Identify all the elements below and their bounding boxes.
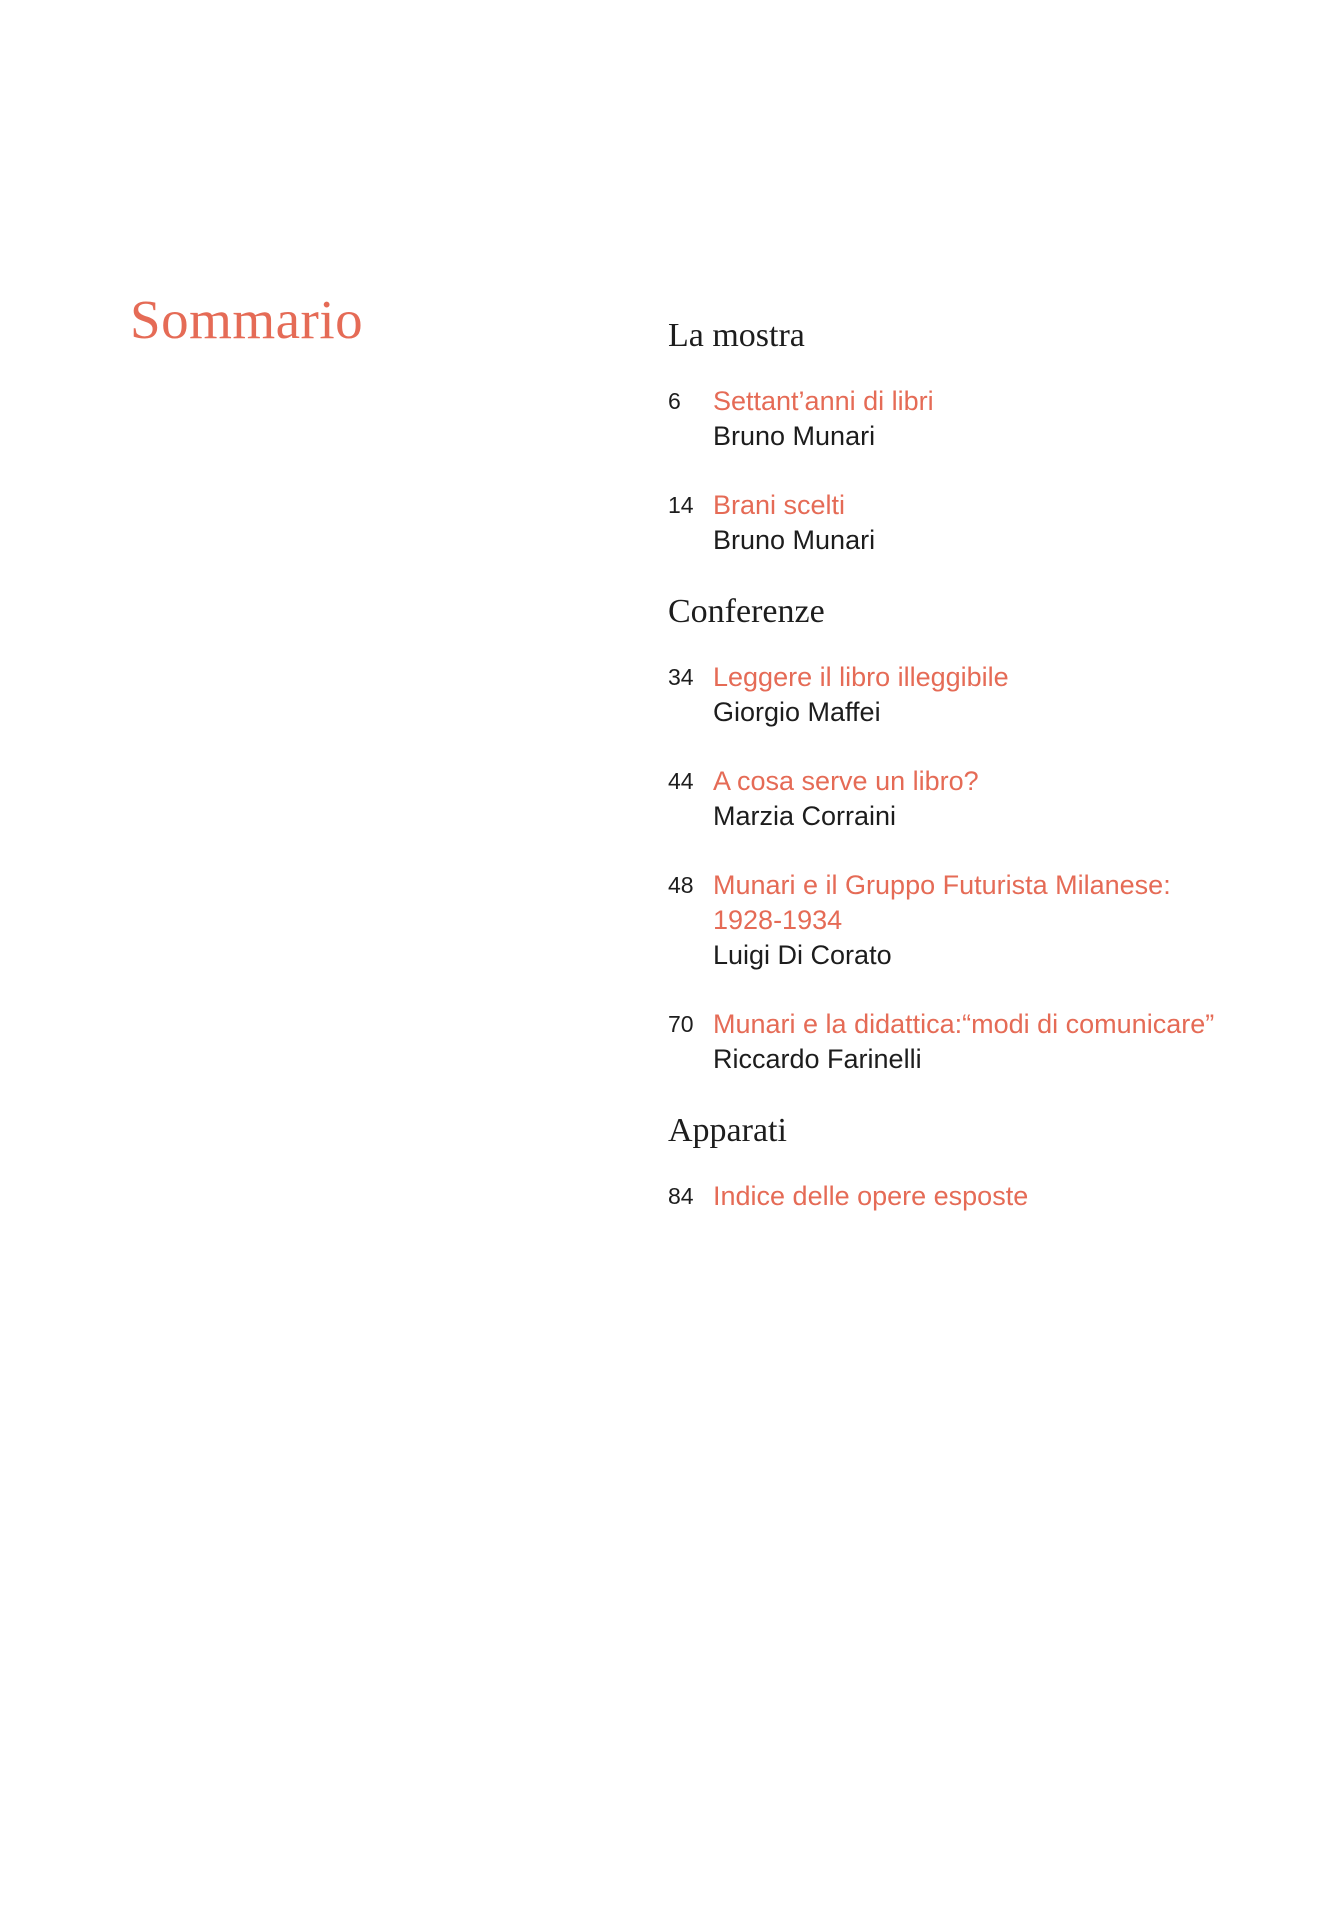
page-number: 14 [668, 492, 694, 518]
toc-entry[interactable] [668, 1007, 1298, 1077]
page-number: 48 [668, 872, 694, 898]
entry-author: Luigi Di Corato [713, 940, 892, 970]
entry-title-continued[interactable]: 1928-1934 [713, 905, 843, 935]
page-number: 84 [668, 1183, 694, 1209]
page-number: 70 [668, 1011, 694, 1037]
section-heading: Conferenze [668, 593, 825, 630]
entry-body [713, 1007, 1298, 1077]
toc-entry[interactable] [668, 660, 1298, 730]
entry-title[interactable]: Indice delle opere esposte [713, 1181, 1029, 1211]
page-number: 6 [668, 388, 681, 414]
entry-body [713, 868, 1298, 973]
entry-body [713, 488, 1298, 558]
entry-title[interactable]: Leggere il libro illeggibile [713, 662, 1009, 692]
entry-body [713, 1179, 1298, 1214]
table-of-contents [668, 316, 1298, 1248]
entry-title[interactable]: Settant’anni di libri [713, 386, 934, 416]
entry-title[interactable]: A cosa serve un libro? [713, 766, 979, 796]
entry-body [713, 764, 1298, 834]
section-heading: Apparati [668, 1112, 787, 1149]
toc-entry[interactable] [668, 1179, 1298, 1214]
entry-author: Bruno Munari [713, 525, 876, 555]
entry-title[interactable]: Munari e il Gruppo Futurista Milanese: [713, 870, 1171, 900]
toc-entry[interactable] [668, 384, 1298, 454]
entry-author: Bruno Munari [713, 421, 876, 451]
page-number: 34 [668, 664, 694, 690]
toc-section-conferenze [668, 592, 1298, 1077]
entry-author: Marzia Corraini [713, 801, 897, 831]
page-title: Sommario [130, 289, 364, 350]
entry-body [713, 660, 1298, 730]
toc-entry[interactable] [668, 764, 1298, 834]
entry-body [713, 384, 1298, 454]
page-number: 44 [668, 768, 694, 794]
entry-author: Giorgio Maffei [713, 697, 881, 727]
toc-section-la-mostra [668, 316, 1298, 558]
entry-title[interactable]: Munari e la didattica:“modi di comunicare” [713, 1009, 1215, 1039]
toc-entry[interactable] [668, 488, 1298, 558]
entry-author: Riccardo Farinelli [713, 1044, 922, 1074]
toc-entry[interactable] [668, 868, 1298, 973]
toc-section-apparati [668, 1111, 1298, 1214]
entry-title[interactable]: Brani scelti [713, 490, 846, 520]
section-heading: La mostra [668, 317, 805, 354]
